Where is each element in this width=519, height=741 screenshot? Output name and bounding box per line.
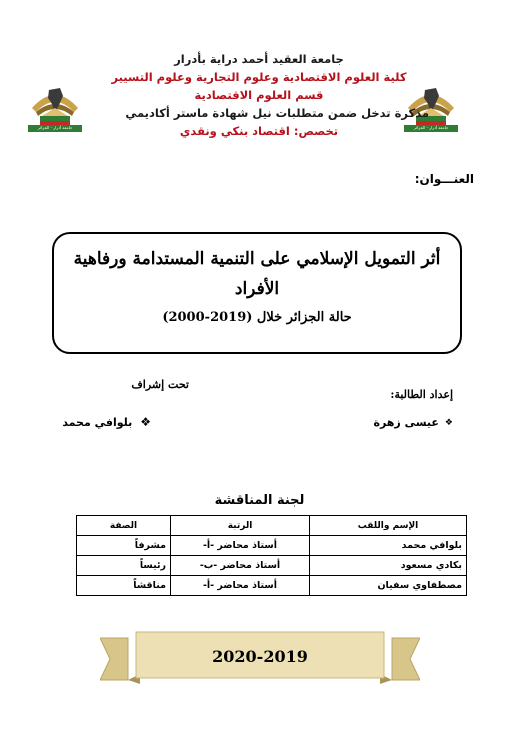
thesis-note: مذكرة تدخل ضمن متطلبات نيل شهادة ماستر أكاديمي <box>125 106 429 120</box>
department-name: قسم العلوم الاقتصادية <box>194 88 324 102</box>
header-name: الإسم واللقب <box>310 516 467 536</box>
prepared-by-label: إعداد الطالبة: <box>390 388 453 401</box>
title-box <box>52 232 462 354</box>
member-role: مشرفاً <box>77 536 171 556</box>
title-label: العنـــوان: <box>414 172 474 186</box>
committee-title: لجنة المناقشة <box>214 493 305 508</box>
supervisor-name: بلوافي محمد <box>62 415 133 429</box>
table-row <box>77 576 467 596</box>
specialization: تخصص: اقتصاد بنكي ونقدي <box>179 124 339 138</box>
member-rank: أستاذ محاضر -ب- <box>171 556 310 576</box>
table-header-row <box>77 516 467 536</box>
header-rank: الرتبة <box>171 516 310 536</box>
faculty-name: كلية العلوم الاقتصادية وعلوم التجارية وعلوم التسيير <box>111 70 407 84</box>
academic-year: 2020-2019 <box>212 647 308 666</box>
member-role: رئيساً <box>77 556 171 576</box>
member-rank: أستاذ محاضر -أ- <box>171 536 310 556</box>
student-name: عيسى زهرة <box>373 416 439 429</box>
table-row <box>77 556 467 576</box>
logo-right-caption: جامعة أدرار - الجزائر <box>413 125 449 130</box>
thesis-title: أثر التمويل الإسلامي على التنمية المستدامة ورفاهية الأفراد <box>73 249 441 299</box>
bullet-icon: ❖ <box>140 415 151 429</box>
bullet-icon: ❖ <box>444 417 453 428</box>
logo-left-caption: جامعة أدرار - الجزائر <box>37 125 73 130</box>
student-entry <box>373 416 453 429</box>
member-name: بكادي مسعود <box>310 556 467 576</box>
thesis-subtitle: حالة الجزائر خلال (2019-2000) <box>162 310 352 325</box>
member-rank: أستاذ محاضر -أ- <box>171 576 310 596</box>
member-name: بلوافي محمد <box>310 536 467 556</box>
header-role: الصفة <box>77 516 171 536</box>
member-name: مصطفاوي سفيان <box>310 576 467 596</box>
university-name: جامعة العقيد أحمد دراية بأدرار <box>174 52 344 66</box>
supervisor-label: تحت إشراف <box>131 378 189 391</box>
committee-table <box>76 515 467 596</box>
member-role: مناقشاً <box>77 576 171 596</box>
institution-header <box>89 50 429 140</box>
supervisor-entry <box>62 415 151 429</box>
table-row <box>77 536 467 556</box>
